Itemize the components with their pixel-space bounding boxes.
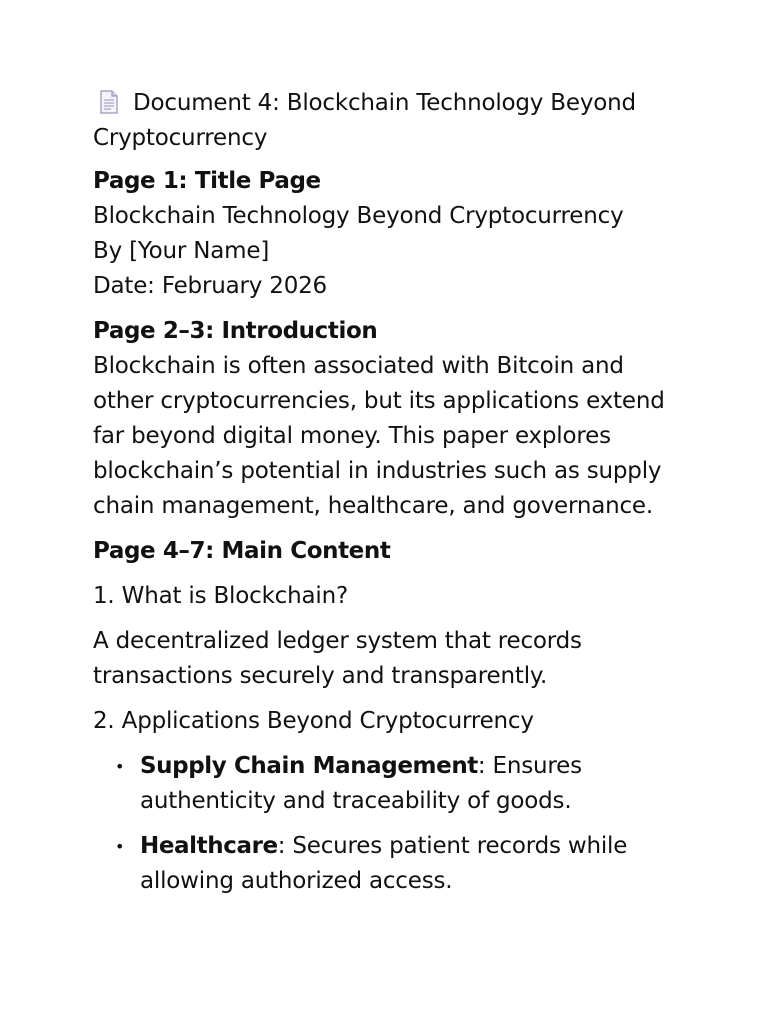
main-content-section — [93, 534, 673, 899]
document-title-text: Document 4: Blockchain Technology Beyond Cryptocurrency — [93, 90, 636, 151]
item-applications: 2. Applications Beyond Cryptocurrency — [93, 708, 534, 734]
introduction-heading: Page 2–3: Introduction — [93, 318, 378, 344]
introduction-section — [93, 314, 673, 524]
author-line: By [Your Name] — [93, 238, 270, 264]
title-line: Blockchain Technology Beyond Cryptocurrency — [93, 203, 624, 229]
application-description: : Ensures authenticity and traceability of goods. — [140, 753, 582, 814]
introduction-paragraph: Blockchain is often associated with Bitcoin and other cryptocurrencies, but its applications extend far beyond digital money. This paper explores blockchain’s potential in industries such as supply chain management, healthcare, and governance. — [93, 353, 665, 519]
applications-list — [93, 749, 673, 899]
date-line: Date: February 2026 — [93, 273, 327, 299]
list-item — [93, 829, 673, 899]
title-page-section — [93, 164, 673, 304]
document-icon — [99, 90, 119, 114]
document-title — [93, 86, 673, 156]
list-item — [93, 749, 673, 819]
main-content-heading: Page 4–7: Main Content — [93, 538, 391, 564]
document-page — [93, 86, 673, 909]
item-what-is-blockchain: 1. What is Blockchain? — [93, 583, 348, 609]
application-term: Healthcare — [140, 833, 278, 859]
application-term: Supply Chain Management — [140, 753, 478, 779]
application-description: : Secures patient records while allowing authorized access. — [140, 833, 628, 894]
title-page-heading: Page 1: Title Page — [93, 168, 321, 194]
blockchain-definition: A decentralized ledger system that records transactions securely and transparently. — [93, 628, 582, 689]
